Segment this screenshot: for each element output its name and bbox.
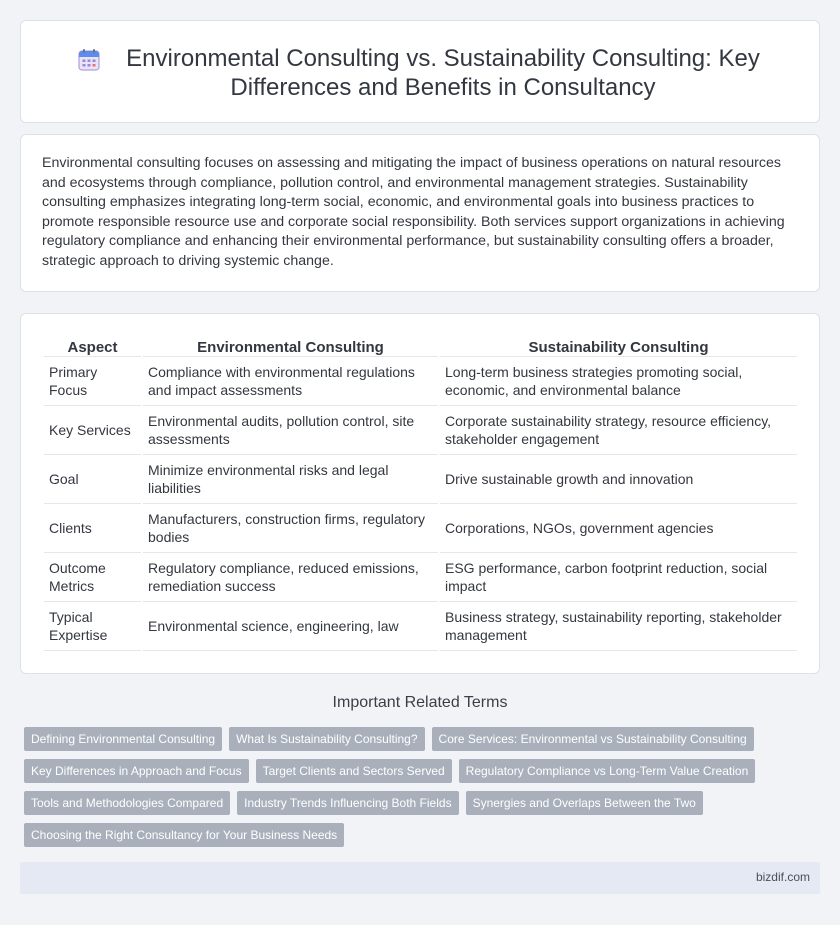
related-terms-heading: Important Related Terms [332, 694, 508, 711]
footer-bar [20, 862, 820, 894]
row-sustainability: Corporate sustainability strategy, resource efficiency, stakeholder engagement [440, 406, 797, 455]
row-environmental: Environmental audits, pollution control, site assessments [143, 406, 438, 455]
related-term-link[interactable]: Core Services: Environmental vs Sustainability Consulting [432, 727, 754, 751]
row-environmental: Manufacturers, construction firms, regulatory bodies [143, 504, 438, 553]
related-term-link[interactable]: What Is Sustainability Consulting? [229, 727, 424, 751]
row-sustainability: Business strategy, sustainability reporting, stakeholder management [440, 602, 797, 651]
table-row [44, 406, 797, 455]
related-term-link[interactable]: Target Clients and Sectors Served [256, 759, 452, 783]
table-row [44, 455, 797, 504]
row-environmental: Environmental science, engineering, law [143, 602, 438, 651]
related-term-link[interactable]: Synergies and Overlaps Between the Two [466, 791, 703, 815]
table-row [44, 504, 797, 553]
row-sustainability: Corporations, NGOs, government agencies [440, 504, 797, 553]
related-term-link[interactable]: Industry Trends Influencing Both Fields [237, 791, 458, 815]
header-card [20, 20, 820, 123]
column-header-environmental: Environmental Consulting [143, 335, 438, 357]
page-title: Environmental Consulting vs. Sustainability Consulting: Key Differences and Benefits in Consultancy [126, 45, 760, 101]
related-term-link[interactable]: Tools and Methodologies Compared [24, 791, 230, 815]
related-term-link[interactable]: Regulatory Compliance vs Long-Term Value Creation [459, 759, 756, 783]
related-terms-list [24, 727, 784, 847]
row-aspect: Clients [44, 504, 141, 553]
footer-site-link[interactable]: bizdif.com [755, 870, 810, 884]
comparison-card [20, 313, 820, 674]
calendar-icon [77, 48, 101, 72]
row-aspect: Primary Focus [44, 357, 141, 406]
intro-paragraph: Environmental consulting focuses on assessing and mitigating the impact of business operations on natural resources and ecosystems through compliance, pollution control, and environmental management strategies. Sustainability consulting emphasizes integrating long-term social, economic, and environmental goals into business practices to promote responsible resource use and corporate social responsibility. Both services support organizations in achieving regulatory compliance and enhancing their environmental performance, but sustainability consulting offers a broader, strategic approach to driving systemic change. [42, 155, 785, 269]
table-row [44, 602, 797, 651]
title-wrap [21, 44, 819, 102]
table-row [44, 553, 797, 602]
related-term-link[interactable]: Key Differences in Approach and Focus [24, 759, 249, 783]
related-term-link[interactable]: Choosing the Right Consultancy for Your Business Needs [24, 823, 344, 847]
row-aspect: Goal [44, 455, 141, 504]
row-sustainability: Long-term business strategies promoting social, economic, and environmental balance [440, 357, 797, 406]
table-row [44, 357, 797, 406]
column-header-aspect: Aspect [44, 335, 141, 357]
row-sustainability: ESG performance, carbon footprint reduction, social impact [440, 553, 797, 602]
row-environmental: Compliance with environmental regulations and impact assessments [143, 357, 438, 406]
row-aspect: Outcome Metrics [44, 553, 141, 602]
comparison-table [42, 335, 799, 651]
related-term-link[interactable]: Defining Environmental Consulting [24, 727, 222, 751]
column-header-sustainability: Sustainability Consulting [440, 335, 797, 357]
table-header-row [44, 335, 797, 357]
row-sustainability: Drive sustainable growth and innovation [440, 455, 797, 504]
row-aspect: Key Services [44, 406, 141, 455]
row-aspect: Typical Expertise [44, 602, 141, 651]
intro-card [20, 134, 820, 292]
row-environmental: Regulatory compliance, reduced emissions, remediation success [143, 553, 438, 602]
row-environmental: Minimize environmental risks and legal liabilities [143, 455, 438, 504]
